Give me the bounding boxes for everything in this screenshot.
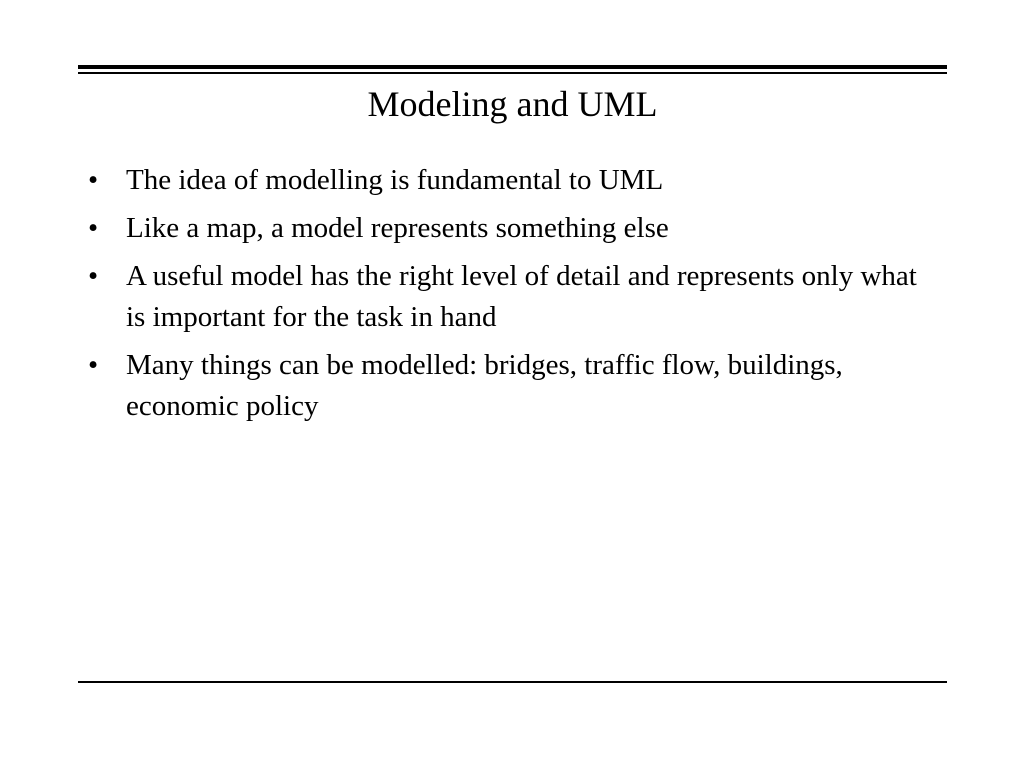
bullet-text: A useful model has the right level of detail and represents only what is important for the task in hand <box>126 260 917 333</box>
slide-title: Modeling and UML <box>367 84 658 124</box>
bullet-marker: • <box>88 349 99 381</box>
bullet-item <box>78 345 938 427</box>
bullet-marker: • <box>88 260 99 292</box>
bullet-text: Many things can be modelled: bridges, traffic flow, buildings, economic policy <box>126 349 843 422</box>
bullet-text: Like a map, a model represents something else <box>126 212 669 244</box>
bullet-item <box>78 208 938 249</box>
bullet-item <box>78 256 938 338</box>
bullet-list <box>78 160 938 434</box>
bullet-item <box>78 160 938 201</box>
bottom-divider <box>78 681 947 683</box>
top-divider-thin <box>78 72 947 74</box>
bullet-text: The idea of modelling is fundamental to UML <box>126 164 664 196</box>
top-divider-thick <box>78 65 947 69</box>
bullet-marker: • <box>88 212 99 244</box>
bullet-marker: • <box>88 164 99 196</box>
